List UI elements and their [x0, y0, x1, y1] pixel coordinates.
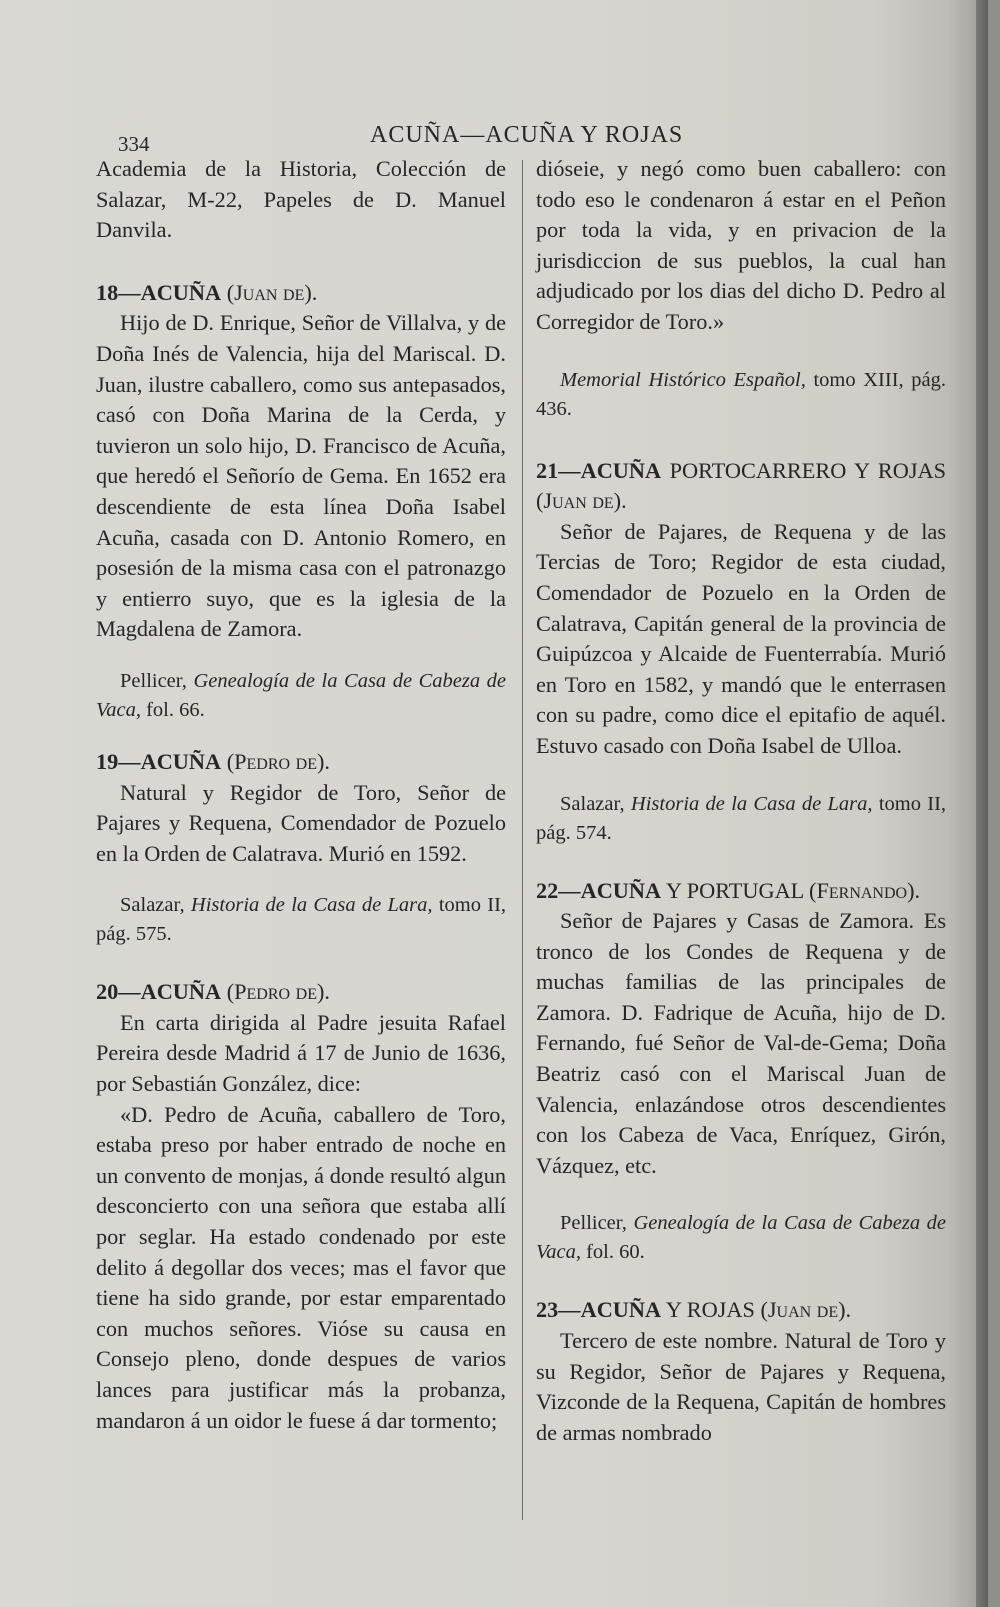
- entry-18-number: 18—ACUÑA: [96, 279, 222, 305]
- entry-19-source-title: Historia de la Casa de Lara,: [190, 894, 433, 917]
- entry-22-heading: [536, 876, 946, 907]
- entry-22-number: 22—ACUÑA: [536, 877, 662, 903]
- entry-22-source: [536, 1209, 946, 1267]
- entry-21-heading: [536, 456, 946, 517]
- entry-22-body: Señor de Pajares y Casas de Zamora. Es tronco de los Condes de Requena y de muchas familias de las principales de Zamora. D. Fadrique de Acuña, hijo de D. Fernando, fué Señor de Val-de-Gema; Doña Beatriz casó con el Mariscal Juan de Valencia, enlazándose otros descendientes con los Cabeza de Vaca, Enríquez, Girón, Vázquez, etc.: [536, 908, 946, 1178]
- entry-21-source: [536, 790, 946, 848]
- entry-21-number: 21—ACUÑA: [536, 457, 662, 483]
- entry-19-body: Natural y Regidor de Toro, Señor de Pajares y Requena, Comendador de Pozuelo en la Orden de Calatrava. Murió en 1592.: [96, 779, 506, 866]
- running-title: ACUÑA—ACUÑA Y ROJAS: [370, 122, 684, 148]
- entry-21-name: (Juan de).: [536, 488, 627, 514]
- entry-19-source-ref: tomo II, pág. 575.: [96, 894, 507, 946]
- column-divider: [522, 160, 523, 1520]
- entry-20-body-1: En carta dirigida al Padre jesuita Rafael Pereira desde Madrid á 17 de Junio de 1636, por Sebastián González, dice:: [96, 1009, 506, 1097]
- entry-22-name-main: Y PORTUGAL: [665, 877, 804, 903]
- entry-22-source-author: Pellicer,: [560, 1212, 627, 1235]
- entry-20-source: [536, 366, 946, 424]
- entry-23-body: Tercero de este nombre. Natural de Toro y su Regidor, Señor de Pajares y Requena, Vizconde de la Requena, Capitán de hombres de armas nombrado: [536, 1328, 946, 1445]
- page-header: [0, 118, 988, 156]
- page-number: 334: [118, 132, 150, 156]
- left-column: [96, 154, 506, 1436]
- entry-19-number: 19—ACUÑA: [96, 748, 222, 774]
- entry-20-number: 20—ACUÑA: [96, 979, 222, 1005]
- entry-18-source-title: Genealogía de la Casa de Cabeza de Vaca,: [96, 669, 506, 721]
- entry-20-name: (Pedro de).: [226, 979, 330, 1005]
- entry-21-source-author: Salazar,: [560, 792, 625, 815]
- entry-19-source-author: Salazar,: [120, 894, 185, 917]
- entry-20-source-title: Memorial Histórico Español,: [560, 368, 806, 391]
- entry-20-source-ref: tomo XIII, pág. 436.: [536, 368, 946, 420]
- entry-23-heading: [536, 1295, 946, 1326]
- entry-18-source: [96, 667, 506, 725]
- entry-23-name: (Juan de).: [760, 1297, 852, 1323]
- entry-18-heading: [96, 278, 506, 309]
- entry-23-name-main: Y ROJAS: [665, 1297, 755, 1323]
- entry-19-heading: [96, 747, 506, 778]
- entry-18-source-ref: fol. 66.: [146, 698, 205, 721]
- page-edge: [976, 0, 988, 1607]
- entry-18-body: Hijo de D. Enrique, Señor de Villalva, y de Doña Inés de Valencia, hija del Mariscal. D. Juan, ilustre caballero, como sus antepasados, casó con Doña Marina de la Cerda, y tuvieron un solo hijo, D. Francisco de Acuña, que heredó el Señorío de Gema. En 1652 era descendiente de esta línea Doña Isabel Acuña, casada con D. Antonio Romero, en posesión de la misma casa con el patronazgo y entierro suyo, que es la iglesia de la Magdalena de Zamora.: [96, 310, 506, 642]
- entry-19-name: (Pedro de).: [226, 748, 330, 774]
- entry-21-body: Señor de Pajares, de Requena y de las Tercias de Toro; Regidor de esta ciudad, Comendador de Pozuelo en la Orden de Calatrava, Capitán general de la provincia de Guipúzcoa y Alcaide de Fuenterrabía. Murió en Toro en 1582, y mandó que le enterrasen con su padre, como dice el epitafio de aquél. Estuvo casado con Doña Isabel de Ulloa.: [536, 518, 946, 758]
- intro-text: Academia de la Historia, Colección de Salazar, M-22, Papeles de D. Manuel Danvila.: [96, 156, 506, 243]
- entry-20-continuation: dióseie, y negó como buen caballero: con todo eso le condenaron á estar en el Peñon por toda la vida, y en privacion de la jurisdiccion de sus pueblos, la cual han adjudicado por los dias del dicho D. Pedro al Corregidor de Toro.»: [536, 156, 946, 334]
- entry-18-name: (Juan de).: [226, 279, 318, 305]
- entry-22-source-ref: fol. 60.: [586, 1241, 645, 1264]
- entry-20-body-2: «D. Pedro de Acuña, caballero de Toro, estaba preso por haber entrado de noche en un convento de monjas, á donde resultó algun desconcierto con una señora que estaba allí por seglar. Ha estado condenado por este delito á degollar dos veces; mas el favor que tiene ha sido grande, por estar emparentado con muchos señores. Vióse su causa en Consejo pleno, donde despues de varios lances para justificar más la probanza, mandaron á un oidor le fuese á dar tormento;: [96, 1101, 506, 1433]
- entry-23-number: 23—ACUÑA: [536, 1297, 662, 1323]
- entry-21-source-title: Historia de la Casa de Lara,: [630, 792, 873, 815]
- entry-21-name-main: PORTOCARRERO Y ROJAS: [669, 457, 946, 483]
- entry-18-source-author: Pellicer,: [120, 669, 187, 692]
- entry-22-name: (Fernando).: [809, 877, 921, 903]
- entry-19-source: [96, 891, 506, 949]
- entry-20-heading: [96, 977, 506, 1008]
- entry-22-source-title: Genealogía de la Casa de Cabeza de Vaca,: [536, 1212, 946, 1264]
- right-column: [536, 154, 946, 1448]
- entry-21-source-ref: tomo II, pág. 574.: [536, 792, 947, 844]
